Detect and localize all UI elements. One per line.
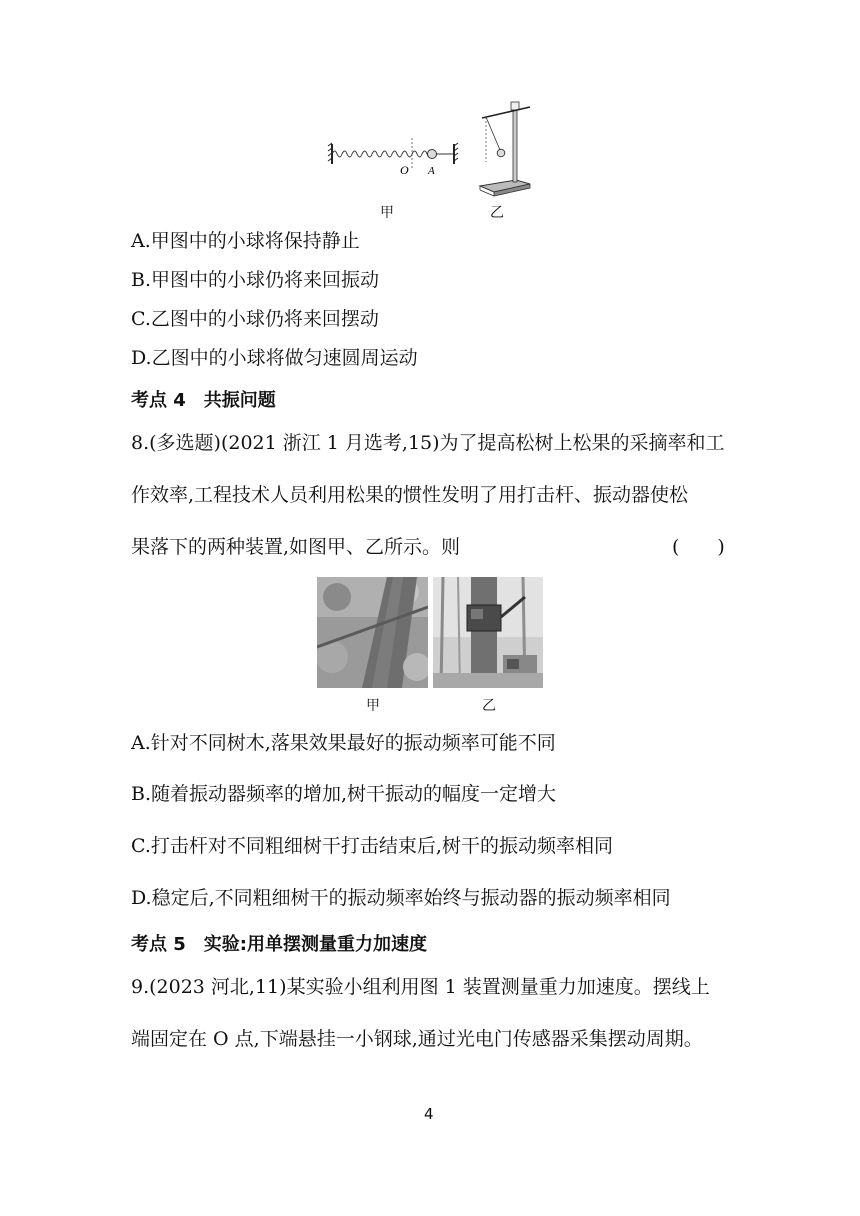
section-4-heading: 考点 4 共振问题	[131, 390, 276, 411]
spring-left-wall	[328, 143, 332, 164]
figure2-caption-right: 乙	[482, 698, 496, 714]
figure-spring-pendulum	[320, 98, 540, 198]
q8-answer-bracket: ( )	[672, 536, 725, 558]
q9-line-2: 端固定在 O 点,下端悬挂一小钢球,通过光电门传感器采集摆动周期。	[131, 1028, 703, 1050]
label-o: O	[400, 163, 409, 177]
q7-option-a: A.甲图中的小球将保持静止	[131, 230, 360, 252]
q8-option-c: C.打击杆对不同粗细树干打击结束后,树干的振动频率相同	[131, 835, 613, 857]
spring-right-wall	[454, 143, 458, 164]
q8-option-a: A.针对不同树木,落果效果最好的振动频率可能不同	[131, 732, 556, 754]
q7-option-c: C.乙图中的小球仍将来回摆动	[131, 308, 379, 330]
q8-line-1: 8.(多选题)(2021 浙江 1 月选考,15)为了提高松树上松果的采摘率和工	[131, 432, 725, 454]
page-number: 4	[424, 1105, 434, 1123]
q9-line-1: 9.(2023 河北,11)某实验小组利用图 1 装置测量重力加速度。摆线上	[131, 976, 710, 998]
spring	[332, 151, 432, 157]
q8-option-d: D.稳定后,不同粗细树干的振动频率始终与振动器的振动频率相同	[131, 887, 671, 909]
photo-striking-rod	[317, 577, 428, 688]
photo-vibrator	[433, 577, 543, 688]
q7-option-d: D.乙图中的小球将做匀速圆周运动	[131, 347, 418, 369]
pendulum-stand	[480, 102, 530, 196]
q7-option-b: B.甲图中的小球仍将来回振动	[131, 269, 380, 291]
section-5-heading: 考点 5 实验:用单摆测量重力加速度	[131, 934, 427, 955]
figure1-caption-right: 乙	[490, 205, 504, 221]
label-a: A	[428, 165, 435, 177]
figure1-caption-left: 甲	[380, 205, 394, 221]
q8-option-b: B.随着振动器频率的增加,树干振动的幅度一定增大	[131, 783, 557, 805]
q8-line-3: 果落下的两种装置,如图甲、乙所示。则	[131, 536, 461, 558]
q8-line-2: 作效率,工程技术人员利用松果的惯性发明了用打击杆、振动器使松	[131, 484, 689, 506]
figure2-caption-left: 甲	[366, 698, 380, 714]
spring-ball	[428, 150, 437, 159]
